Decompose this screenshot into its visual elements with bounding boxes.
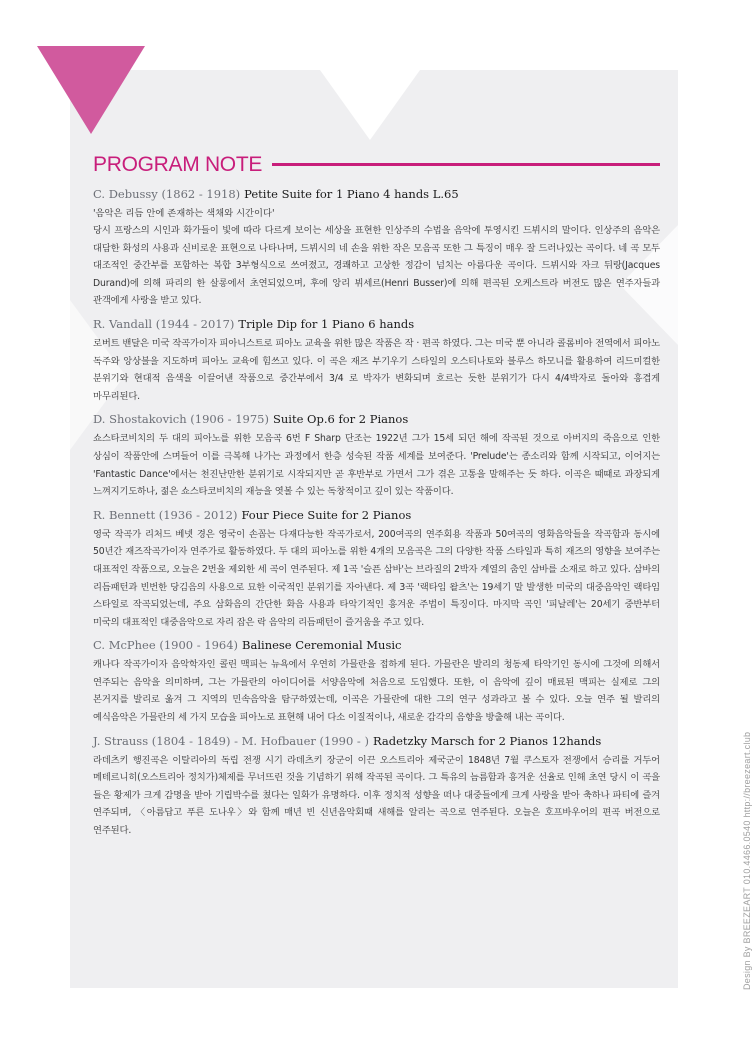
work-title: Triple Dip for 1 Piano 6 hands (238, 316, 415, 331)
designer-credit: Design By BREEZEART 010.4466.0540 http://breezeart.club (742, 731, 752, 990)
piece-bennett (93, 507, 660, 632)
page-title: PROGRAM NOTE (93, 152, 263, 176)
work-title: Balinese Ceremonial Music (242, 638, 402, 653)
title-rule (272, 163, 660, 166)
work-title: Four Piece Suite for 2 Pianos (241, 507, 412, 522)
pink-triangle (37, 46, 145, 134)
piece-heading (93, 411, 660, 427)
composer-name: R. Bennett (1936 - 2012) (93, 507, 238, 522)
piece-mcphee (93, 637, 660, 726)
piece-description: 캐나다 작곡가이자 음악학자인 콜린 맥피는 뉴욕에서 우연히 가믈란을 접하게 된다. 가믈란은 발리의 청동제 타악기인 동시에 그것에 의해서 연주되는 음악을 의미하며, 그는 가믈란의 아이디어를 서양음악에 처음으로 도입했다. 또한, 이 음악에 깊이 매료된 맥피는 실제로 그의 본거지를 발리로 옮겨 그 지역의 민속음악을 탐구하였는데, 이곡은 가믈란에 대한 그의 연구 성과라고 볼 수 있다. 오늘 연주 될 발리의 예식음악은 가믈란의 세 가지 모습을 피아노로 표현해 내어 다소 이질적이나, 새로운 감각의 음향을 방출해 내는 곡이다. (93, 659, 660, 724)
piece-description: 라데츠키 행진곡은 이탈리아의 독립 전쟁 시기 라데츠키 장군이 이끈 오스트리아 제국군이 1848년 7월 쿠스토자 전쟁에서 승리를 거두어 메테르니히(오스트리아 정치가)체제를 무너뜨린 것을 기념하기 위해 작곡된 곡이다. 그 특유의 늠름함과 흥겨운 선율로 인해 초연 당시 이 곡을 들은 황제가 크게 감명을 받아 기립박수를 쳤다는 일화가 유명하다. 이후 정치적 성향을 떠나 대중들에게 크게 사랑을 받아 축하나 파티에 즐겨 연주되며, 〈아름답고 푸른 도나우〉와 함께 매년 빈 신년음악회때 새해를 알리는 곡으로 연주된다. 오늘은 호프바우어의 편곡 버전으로 연주된다. (93, 754, 660, 837)
composer-name: C. Debussy (1862 - 1918) (93, 187, 241, 201)
piece-quote: '음악은 리듬 안에 존재하는 색채와 시간이다' (93, 208, 275, 219)
piece-heading (93, 507, 660, 523)
piece-description: 로버트 밴달은 미국 작곡가이자 피아니스트로 피아노 교육을 위한 많은 작품은 작 · 편곡 하였다. 그는 미국 뿐 아니라 콜롬비아 전역에서 피아노 독주와 앙상블을 지도하며 피아노 교육에 힘쓰고 있다. 이 곡은 재즈 부기우기 스타일의 오스티나토와 블루스 하모니를 활용하여 리드미컬한 분위기와 현대적 음색을 이끌어낸 작품으로 중간부에서 3/4 로 박자가 변화되며 흐르는 듯한 분위기가 다시 4/4박자로 돌아와 흥겹게 마무리된다. (93, 337, 660, 402)
piece-shostakovich (93, 411, 660, 500)
piece-debussy (93, 186, 660, 310)
piece-description: 영국 작곡가 리처드 베넷 경은 영국이 손꼽는 다재다능한 작곡가로서, 200여곡의 연주회용 작품과 50여곡의 영화음악들을 작곡함과 동시에 50년간 재즈작곡가이자 연주가로 활동하였다. 두 대의 피아노를 위한 4개의 모음곡은 그의 다양한 작품 스타일과 특히 재즈의 영향을 보여주는 대표적인 작품으로, 오늘은 2번을 제외한 세 곡이 연주된다. 제 1곡 '슬픈 삼바'는 브라질의 2박자 계열의 춤인 삼바를 소재로 하고 있다. 삼바의 리듬패턴과 빈번한 당김음의 사용으로 묘한 이국적인 분위기를 자아낸다. 제 3곡 '랙타임 왈츠'는 19세기 말 발생한 미국의 대중음악인 랙타임 스타일로 작곡되었는데, 주요 삼화음의 간단한 화음 사용과 타악기적인 흥겨운 주법이 특징이다. 마지막 곡인 '피날레'는 20세기 중반부터 미국의 대표적인 대중음악으로 자리 잡은 락 음악의 리듬패턴이 즐거움을 주고 있다. (93, 528, 660, 628)
piece-heading (93, 733, 660, 749)
white-notch-triangle (320, 70, 420, 140)
piece-strauss (93, 733, 660, 840)
piece-vandall (93, 316, 660, 405)
piece-description: 당시 프랑스의 시인과 화가들이 빛에 따라 다르게 보이는 세상을 표현한 인상주의 수법을 음악에 투영시킨 드뷔시의 말이다. 인상주의 음악은 대담한 화성의 사용과 신비로운 표현으로 나타나며, 드뷔시의 네 손을 위한 작은 모음곡 또한 그 특징이 매우 잘 드러나있는 곡이다. 네 곡 모두 대조적인 중간부를 포함하는 복합 3부형식으로 쓰여졌고, 경쾌하고 고상한 정감이 넘치는 아름다운 곡이다. 드뷔시와 자크 뒤랑(Jacques Durand)에 의해 파리의 한 살롱에서 초연되었으며, 후에 앙리 뷔세르(Henri Busser)에 의해 편곡된 오케스트라 버전도 많은 연주자들과 관객에게 사랑을 받고 있다. (93, 225, 660, 307)
composer-name: C. McPhee (1900 - 1964) (93, 638, 239, 653)
piece-heading (93, 316, 660, 332)
composer-name: J. Strauss (1804 - 1849) - M. Hofbauer (1990 - ) (93, 733, 369, 748)
title-row (93, 150, 660, 178)
work-title: Petite Suite for 1 Piano 4 hands L.65 (244, 187, 459, 201)
program-note (93, 150, 660, 840)
piece-heading (93, 186, 660, 202)
work-title: Radetzky Marsch for 2 Pianos 12hands (372, 733, 602, 748)
piece-heading (93, 637, 660, 653)
composer-name: R. Vandall (1944 - 2017) (93, 316, 235, 331)
piece-description: 쇼스타코비치의 두 대의 피아노를 위한 모음곡 6번 F Sharp 단조는 1922년 그가 15세 되던 해에 작곡된 것으로 아버지의 죽음으로 인한 상심이 작품안에 스며들어 이를 극복해 나가는 과정에서 한층 성숙된 작품 세계를 보여준다. 'Prelude'는 종소리와 함께 시작되고, 이어지는 'Fantastic Dance'에서는 천진난만한 분위기로 시작되지만 곧 후반부로 가면서 그가 겪은 고통을 말해주는 듯 하다. 이곡은 때때로 과장되게 느껴지기도하나, 젊은 쇼스타코비치의 재능을 엿볼 수 있는 독창적이고 깊이 있는 작품이다. (93, 433, 660, 498)
composer-name: D. Shostakovich (1906 - 1975) (93, 412, 269, 427)
work-title: Suite Op.6 for 2 Pianos (272, 412, 409, 427)
